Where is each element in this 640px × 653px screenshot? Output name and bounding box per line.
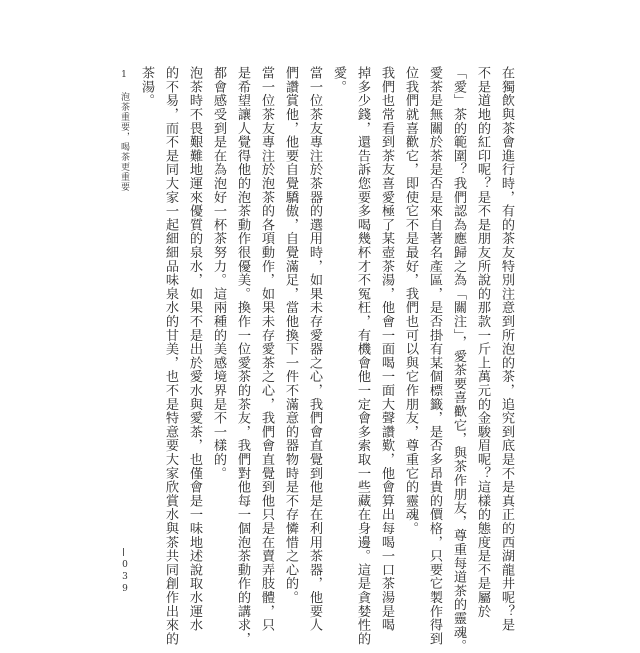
text-column: 掉多少錢，還告訴您要多喝幾杯才不冤枉，有機會他一定會多索取一些藏在身邊。這是貪婪性的 <box>355 66 370 646</box>
text-column: 「愛」茶的範圍？我們認為應歸之為「關注」，愛茶要喜歡它，與茶作朋友，尊重每道茶的靈魂。 <box>451 66 466 653</box>
page-number-rule <box>123 548 124 556</box>
running-head: 1 泡茶重要，喝茶更重要 <box>119 70 129 192</box>
text-column: 愛。 <box>331 66 346 94</box>
text-column: 的不易，而不是同大家一起細細品味泉水的甘美，也不是特意要大家欣賞水與茶共同創作出來的 <box>163 66 178 646</box>
text-column: 都會感受到是在為泡好一杯茶努力。這兩種的美感境界是不一樣的。 <box>211 66 226 480</box>
text-column: 泡茶時不畏艱難地運來優質的泉水，如果不是出於愛水與愛茶，也僅會是一味地述說取水運水 <box>187 66 202 632</box>
text-column: 位我們就喜歡它，即使它不是最好，我們也可以與它作朋友，尊重它的靈魂。 <box>403 66 418 536</box>
text-column: 們讚賞他，他要自覺驕傲，自覺滿足，當他換下一件不滿意的器物時是不存憐惜之心的。 <box>283 66 298 605</box>
page-number: 039 <box>120 560 130 596</box>
text-column: 當一位茶友專注於泡茶的各項動作，如果未存愛茶之心，我們會直覺到他只是在賣弄肢體，只 <box>259 66 274 632</box>
text-column: 茶湯。 <box>139 66 154 108</box>
text-column: 當一位茶友專注於茶器的選用時，如果未存愛器之心，我們會直覺到他是在利用茶器，他要人 <box>307 66 322 632</box>
text-column: 愛茶是無關於茶是否是來自著名產區，是否掛有某個標籤，是否多昂貴的價格，只要它製作得到 <box>427 66 442 646</box>
text-column: 在獨飲與茶會進行時，有的茶友特別注意到所泡的茶，追究到底是不是真正的西湖龍井呢？是 <box>499 66 514 632</box>
text-column: 不是道地的紅印呢？是不是朋友所說的那款一斤上萬元的金駿眉呢？這樣的態度是不是屬於 <box>475 66 490 618</box>
text-column: 是希望讓人覺得他的泡茶動作很優美。換作一位愛茶的茶友，我們對他每一個泡茶動作的講求， <box>235 66 250 646</box>
text-column: 我們也常看到茶友喜愛極了某壺茶湯，他會一面喝一面大聲讚歎，他會算出每喝一口茶湯是喝 <box>379 66 394 632</box>
